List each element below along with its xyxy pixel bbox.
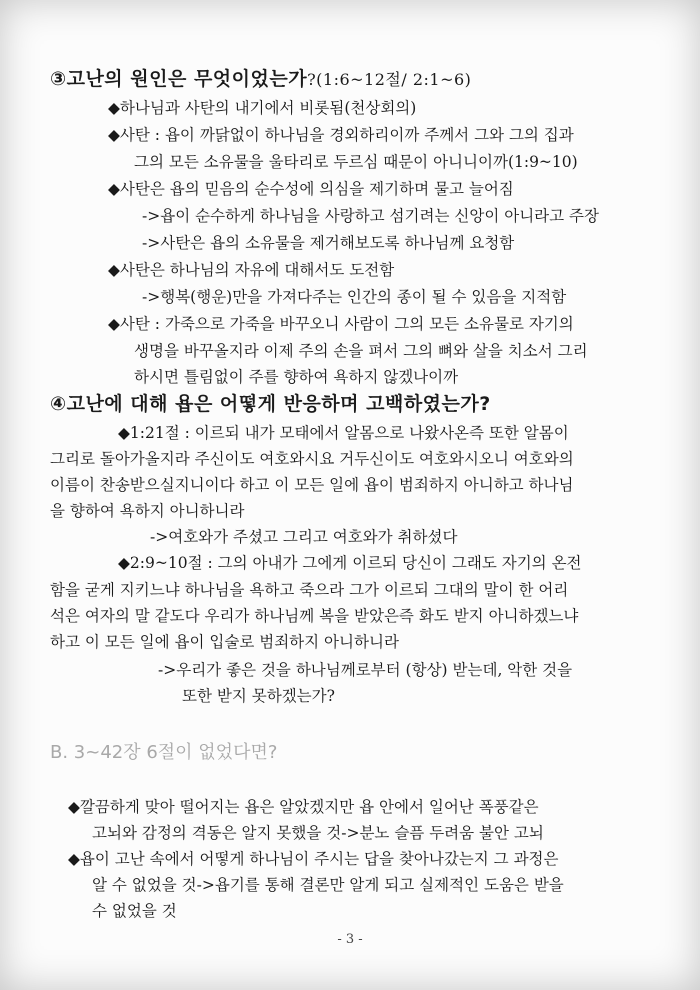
paragraph-line: ◆깔끔하게 맞아 떨어지는 욥은 알았겠지만 욥 안에서 일어난 폭풍같은 — [68, 798, 539, 816]
paragraph-line: ->욥이 순수하게 하나님을 사랑하고 섬기려는 신앙이 아니라고 주장 — [142, 207, 599, 225]
section-3-heading-text: ③고난의 원인은 무엇이었는가 — [50, 68, 308, 90]
paragraph-line: ->우리가 좋은 것을 하나님께로부터 (항상) 받는데, 악한 것을 — [158, 661, 573, 679]
paragraph-line: 을 향하여 욕하지 아니하니라 — [50, 502, 245, 520]
paragraph-line: ◆사탄 : 욥이 까닭없이 하나님을 경외하리이까 주께서 그와 그의 집과 — [108, 126, 574, 144]
section-3-heading-ref: ?(1:6~12절/ 2:1~6) — [307, 70, 472, 89]
paragraph-line: 그의 모든 소유물을 울타리로 두르심 때문이 아니니이까(1:9~10) — [134, 153, 578, 171]
section-4-heading: ④고난에 대해 욥은 어떻게 반응하며 고백하였는가? — [50, 393, 491, 415]
section-3-heading — [50, 64, 471, 91]
paragraph-line: ◆1:21절 : 이르되 내가 모태에서 알몸으로 나왔사온즉 또한 알몸이 — [118, 424, 569, 442]
paragraph-line: ◆사탄은 하나님의 자유에 대해서도 도전함 — [108, 261, 395, 279]
paragraph-line: 수 없었을 것 — [92, 902, 177, 920]
paragraph-line: ◆2:9~10절 : 그의 아내가 그에게 이르되 당신이 그래도 자기의 온전 — [118, 554, 582, 572]
paragraph-line: 생명을 바꾸올지라 이제 주의 손을 펴서 그의 뼈와 살을 치소서 그리 — [134, 342, 588, 360]
paragraph-line: 하고 이 모든 일에 욥이 입술로 범죄하지 아니하니라 — [50, 633, 399, 651]
paragraph-line: ◆사탄 : 가죽으로 가죽을 바꾸오니 사람이 그의 모든 소유물로 자기의 — [108, 315, 574, 333]
paragraph-line: 하시면 틀림없이 주를 향하여 욕하지 않겠나이까 — [134, 368, 459, 386]
paragraph-line: 그리로 돌아가올지라 주신이도 여호와시요 거두신이도 여호와시오니 여호와의 — [50, 450, 574, 468]
paragraph-line: 알 수 없었을 것->욥기를 통해 결론만 알게 되고 실제적인 도움은 받을 — [92, 876, 564, 894]
paragraph-line: ◆사탄은 욥의 믿음의 순수성에 의심을 제기하며 물고 늘어짐 — [108, 180, 514, 198]
paragraph-line: 함을 굳게 지키느냐 하나님을 욕하고 죽으라 그가 이르되 그대의 말이 한 어리 — [50, 581, 569, 599]
paragraph-line: ->사탄은 욥의 소유물을 제거해보도록 하나님께 요청함 — [142, 234, 515, 252]
section-b-heading: B. 3~42장 6절이 없었다면? — [50, 742, 278, 763]
paragraph-line: ->여호와가 주셨고 그리고 여호와가 취하셨다 — [150, 528, 458, 546]
paragraph-line: 이름이 찬송받으실지니이다 하고 이 모든 일에 욥이 범죄하지 아니하고 하나님 — [50, 476, 574, 494]
paragraph-line: ->행복(행운)만을 가져다주는 인간의 종이 될 수 있음을 지적함 — [142, 288, 567, 306]
page-number: - 3 - — [337, 932, 363, 947]
paragraph-line: 석은 여자의 말 같도다 우리가 하나님께 복을 받았은즉 화도 받지 아니하겠느냐 — [50, 607, 579, 625]
paragraph-line: 또한 받지 못하겠는가? — [182, 687, 335, 705]
paragraph-line: ◆욥이 고난 속에서 어떻게 하나님이 주시는 답을 찾아나갔는지 그 과정은 — [68, 850, 559, 868]
paragraph-line: 고뇌와 감정의 격동은 알지 못했을 것->분노 슬픔 두려움 불안 고뇌 — [92, 824, 544, 842]
paragraph-line: ◆하나님과 사탄의 내기에서 비롯됨(천상회의) — [108, 99, 417, 117]
